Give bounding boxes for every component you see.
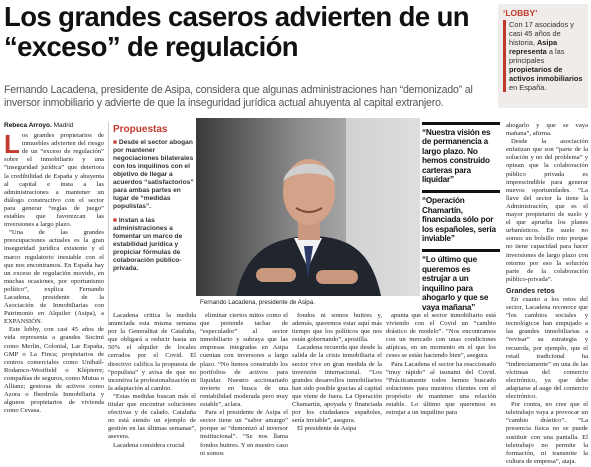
article-column-6	[506, 122, 588, 466]
paragraph: “Estas medidas buscan más el titular que encontrar soluciones efectivas y de calado. Cataluña no está siendo un ejemplo de gestión en las últimas semanas”, asevera.	[108, 392, 196, 441]
subheadline: Fernando Lacadena, presidente de Asipa, considera que algunas administraciones han “demonizado” al inversor inmobiliario y advierte de que la inseguridad jurídica actual ahuyenta al capital extranjero.	[4, 84, 473, 109]
paragraph: os grandes propietarios de inmuebles advierten del riesgo de un “exceso de regulación” sobre el inmobiliario y una “inseguridad jurídica” que deteriora la credibilidad de España y ahuyenta al capital e insta a las administraciones a mantener un diálogo constructivo con el sector para generar “reglas de juego” estables que favorezcan las inversiones a largo plazo.	[4, 132, 104, 229]
propuesta-item: ■ Instan a las administraciones a fomentar un marco de estabilidad jurídica y propiciar fórmulas de colaboración público-privada.	[113, 217, 183, 272]
bullet-icon: ■	[113, 217, 119, 224]
paragraph: fondos ni somos buitres y, además, queremos estar aquí más tiempo que los políticos que nos están gobernando”, apostilla.	[292, 312, 382, 344]
section-heading: Grandes retos	[506, 285, 555, 295]
pull-quotes	[422, 122, 500, 318]
paragraph: Lacadena recuerda que desde la salida de la crisis inmobiliaria el sector vive en gran medida de la inversión internacional. “Los grandes desarrollos inmobiliarios han sido posible gracias al capital que viene de fuera. La Operación Chamartín, apoyada y financiada por los ciudadanos españoles, sería inviable”, asegura.	[292, 344, 382, 425]
article-column-4	[292, 312, 382, 433]
paragraph: eliminar ciertos mitos como el que pretende tachar de “especulador” al sector inmobiliario y subraya que las empresas integradas en Asipa cuentan con inversores a largo plazo. “No hemos construido los portfolios de activos para liquidar. Nuestro accionariado invierte en busca de una rentabilidad moderada pero muy estable”, aclara.	[200, 312, 288, 409]
article-column-5	[386, 312, 496, 417]
pull-quote: “Nuestra visión es de permanencia a largo plazo. No hemos construido carteras para liquidar”	[422, 122, 500, 184]
paragraph: Por contra, no cree que el teletrabajo vaya a provocar un “cambio drástico”. “La presencia física no se puede sustituir con una pantalla. El teletrabajo no permite la formación, ni transmite la cultura de empresa”, ataja.	[506, 401, 588, 465]
lobby-text: Con 17 asociados y casi 45 años de historia, Asipa representa a las principales propietarios de activos inmobiliarios en España.	[509, 20, 583, 92]
propuestas-title: Propuestas	[113, 124, 168, 135]
lobby-accent-bar	[503, 20, 506, 92]
paragraph: Este lobby, con casi 45 años de vida representa a grandes Socimi como Merlin, Colonial, Lar España, GMP o La Finca; propietarios de centros comerciales como Unibail-Rodamco-Westfield o Klépierre; compañías de seguros, como Mutua o Allianz; gestoras de activos como Azora o Iberdrola Inmobiliaria y algunos propietarios de vivienda como Cevasa.	[4, 326, 104, 415]
paragraph: ahogarlo y que se vaya mañana”, afirma.	[506, 122, 588, 138]
dropcap: L	[4, 129, 20, 160]
propuestas-box	[108, 122, 194, 322]
pull-quote: “Operación Chamartín, financiada sólo por los españoles, sería inviable”	[422, 190, 500, 243]
article-column-3	[200, 312, 288, 458]
paragraph: “Una de las grandes preocupaciones actuales es la gran inseguridad jurídica existente y el marco regulatorio inestable con el que nos encontramos. En España hay un exceso de regulación movido, en muchas ocasiones, por oportunismo político”, explica Fernando Lacadena, presidente de la Asociación de Inmobiliarias con Patrimonio en Alquiler (Asipa), a EXPANSIÓN.	[4, 229, 104, 326]
article-column-2	[108, 312, 196, 450]
propuesta-item: ■ Desde el sector abogan por mantener negociaciones bilaterales con los inquilinos con el objetivo de llegar a acuerdos “satisfactorios” para ambas partes en lugar de “medidas populistas”.	[113, 139, 194, 210]
paragraph: apunta que el sector inmobiliario está viviendo con el Covid un “cambio drástico de modelo”. “Nos encontramos con un mercado con unas condiciones atípicas, en un momento en el que los ceses se están haciendo bien”, asegura.	[386, 312, 496, 360]
photo-caption: Fernando Lacadena, presidente de Asipa.	[200, 299, 315, 306]
paragraph: Desde la asociación enfatizan que son “parte de la solución y no del problema” y opinan que la colaboración público privada es imprescindible para generar nuevos oportunidades. “La llave del sector la tiene la Administración, que es el mayor propietario de suelo y el que aprueba los planes urbanísticos. En suelo no somos un bolsillo roto porque no tiene capacidad para hacer inversiones de largo plazo con retorno por eso la solución parte de la colaboración público-privada”.	[506, 138, 588, 283]
lobby-tag: ‘LOBBY’	[503, 8, 538, 18]
byline: Rebeca Arroyo. Madrid	[4, 122, 74, 129]
paragraph: Para Lacadena el sector ha reaccionado “muy rápido” al tsunami del Covid. “Prácticamente todos hemos buscado soluciones para nuestros clientes con el propósito de mantener una relación estable. Lo último que queremos es estrujar a un inquilino para	[386, 360, 496, 417]
portrait-photo	[196, 118, 420, 296]
headline: Los grandes caseros advierten de un “exceso” de regulación	[4, 1, 470, 62]
lobby-sidebar-box	[498, 4, 588, 108]
paragraph: Lacadena considera crucial	[113, 441, 185, 449]
pull-quote: “Lo último que queremos es estrujar a un inquilino para ahogarlo y que se vaya mañana”	[422, 249, 500, 311]
paragraph: El presidente de Asipa	[297, 425, 357, 433]
paragraph: Lacadena critica la medida anunciada esta misma semana por la Generalitat de Cataluña, que obligará a reducir hasta un 50% el alquiler de locales cerrados por el Covid. El directivo califica la propuesta de “populista” y avisa de que no incentiva la profesionalización ni la adaptación al cambio.	[108, 312, 196, 392]
paragraph: Para el presidente de Asipa el sector tiene un “sabor amargo” porque se “demonizó al inversor institucional”. “Se nos llama fondos buitres. Y en nuestro caso ni somos	[200, 409, 288, 457]
bullet-icon: ■	[113, 139, 119, 146]
paragraph: En cuanto a los retos del sector, Lacadena reconoce que “los cambios sociales y tecnológicos han empujado a las grandes inmobiliarias a “revisar” su estrategia y recuerda, por ejemplo, que el retail tradicional ha “indirectamente” en una de las víctimas del comercio electrónico, ya que debe adaptarse al auge del comercio electrónico.	[506, 295, 588, 401]
article-column-1	[4, 122, 104, 415]
